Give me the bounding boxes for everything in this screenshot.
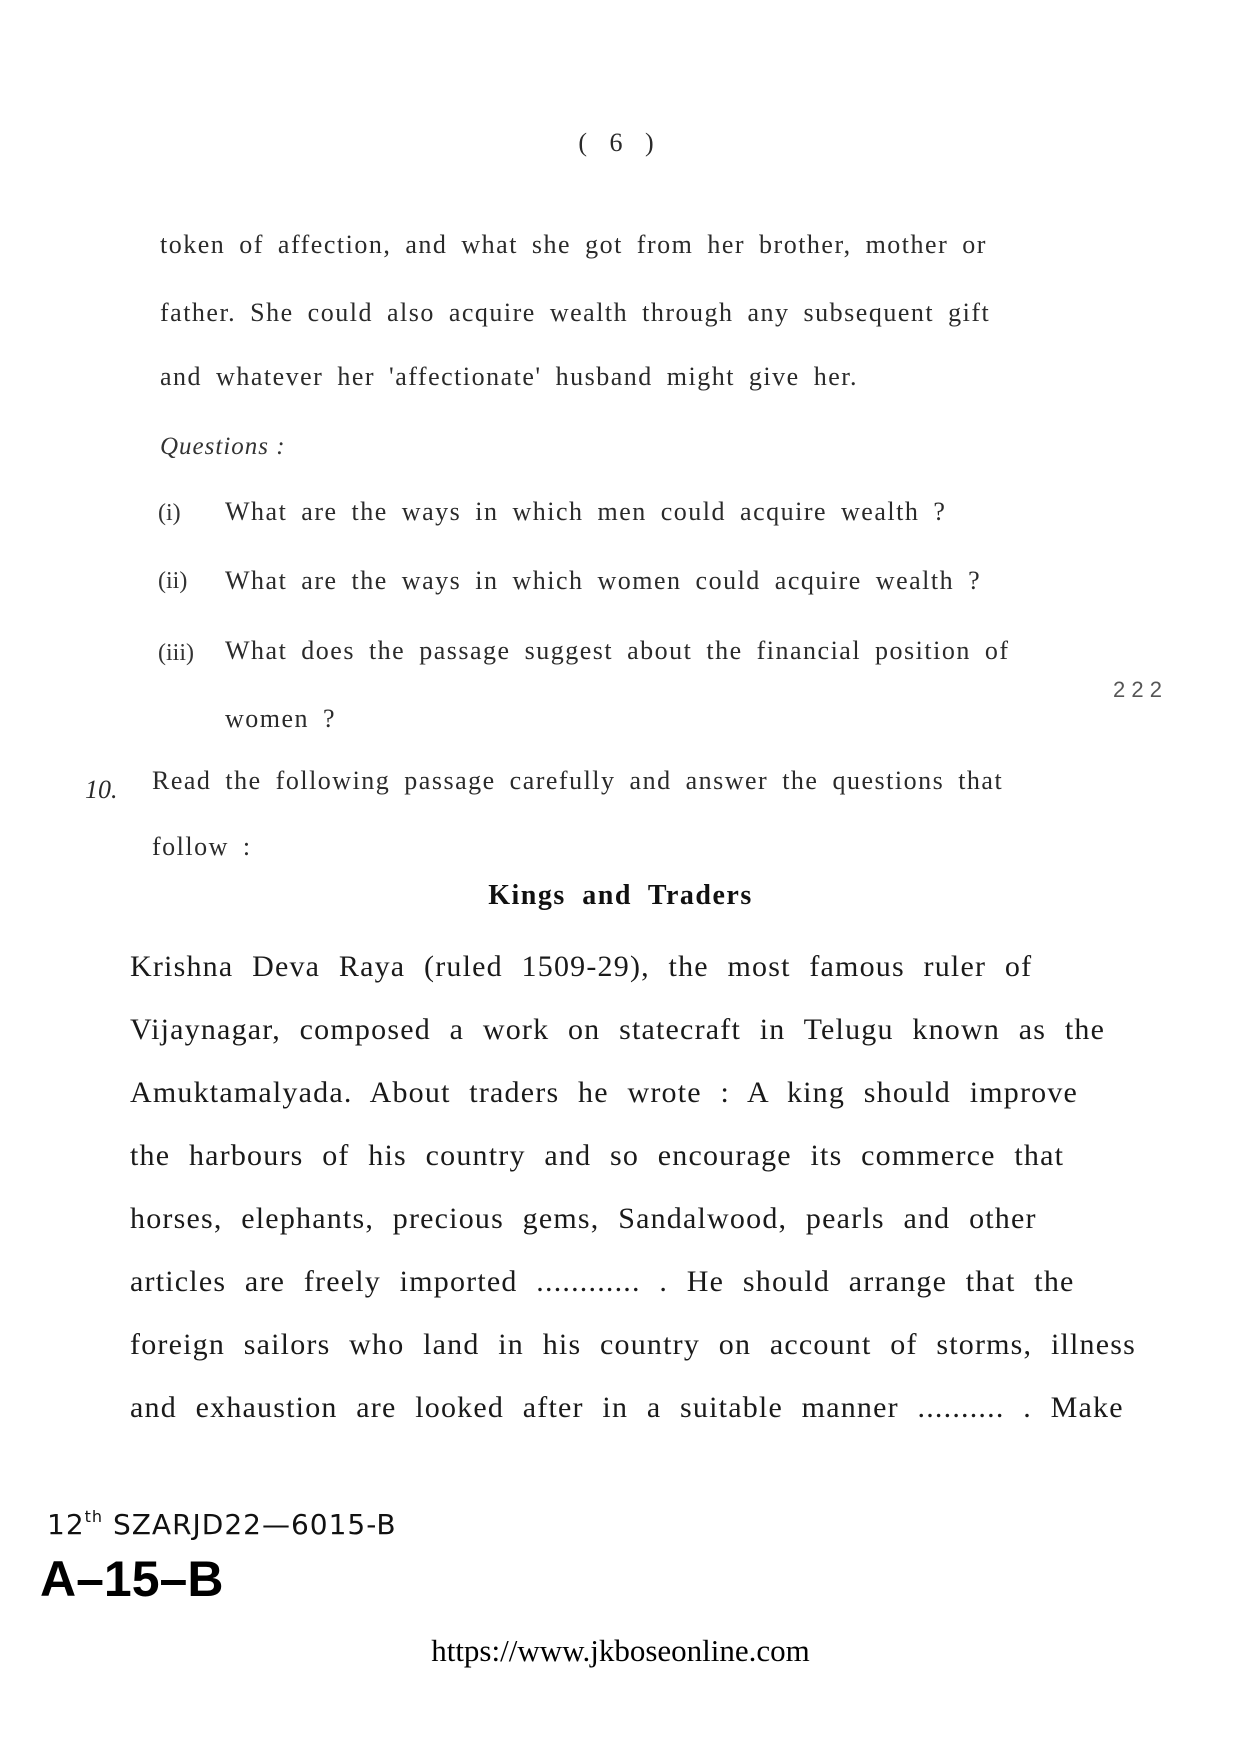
series-code: A–15–B — [40, 1551, 224, 1607]
question-text: What are the ways in which men could acquire wealth ? — [225, 497, 947, 526]
question-number: (i) — [158, 500, 181, 526]
question-text: What are the ways in which women could acquire wealth ? — [225, 566, 982, 595]
paper-code — [47, 1507, 397, 1541]
page-number: ( 6 ) — [578, 128, 662, 157]
question-text: women ? — [225, 704, 337, 733]
source-url: https://www.jkboseonline.com — [431, 1633, 810, 1668]
questions-heading: Questions : — [160, 433, 286, 460]
passage-line: Vijaynagar, composed a work on statecraft in Telugu known as the — [130, 1013, 1106, 1046]
passage-line: and whatever her 'affectionate' husband might give her. — [160, 362, 858, 391]
passage-line: Krishna Deva Raya (ruled 1509-29), the most famous ruler of — [130, 950, 1033, 983]
question-instruction: follow : — [152, 832, 252, 861]
question-text: What does the passage suggest about the financial position of — [225, 636, 1010, 665]
class-prefix: 12 — [47, 1508, 85, 1541]
passage-line: the harbours of his country and so encourage its commerce that — [130, 1139, 1065, 1172]
passage-line: Amuktamalyada. About traders he wrote : A king should improve — [130, 1076, 1079, 1109]
passage-title: Kings and Traders — [488, 880, 753, 911]
question-number: (iii) — [158, 640, 194, 666]
passage-line: foreign sailors who land in his country on account of storms, illness — [130, 1328, 1137, 1361]
paper-code-text: SZARJD22—6015-B — [112, 1508, 397, 1541]
question-instruction: Read the following passage carefully and answer the questions that — [152, 766, 1004, 795]
passage-line: token of affection, and what she got from her brother, mother or — [160, 230, 987, 259]
question-number: (ii) — [158, 568, 188, 594]
passage-line: father. She could also acquire wealth through any subsequent gift — [160, 298, 991, 327]
question-number: 10. — [85, 775, 118, 804]
marks: 2 2 2 — [1113, 677, 1162, 702]
class-suffix: th — [84, 1507, 104, 1526]
passage-line: horses, elephants, precious gems, Sandalwood, pearls and other — [130, 1202, 1037, 1235]
passage-line: and exhaustion are looked after in a suitable manner .......... . Make — [130, 1391, 1124, 1424]
passage-line: articles are freely imported ............ . He should arrange that the — [130, 1265, 1075, 1298]
